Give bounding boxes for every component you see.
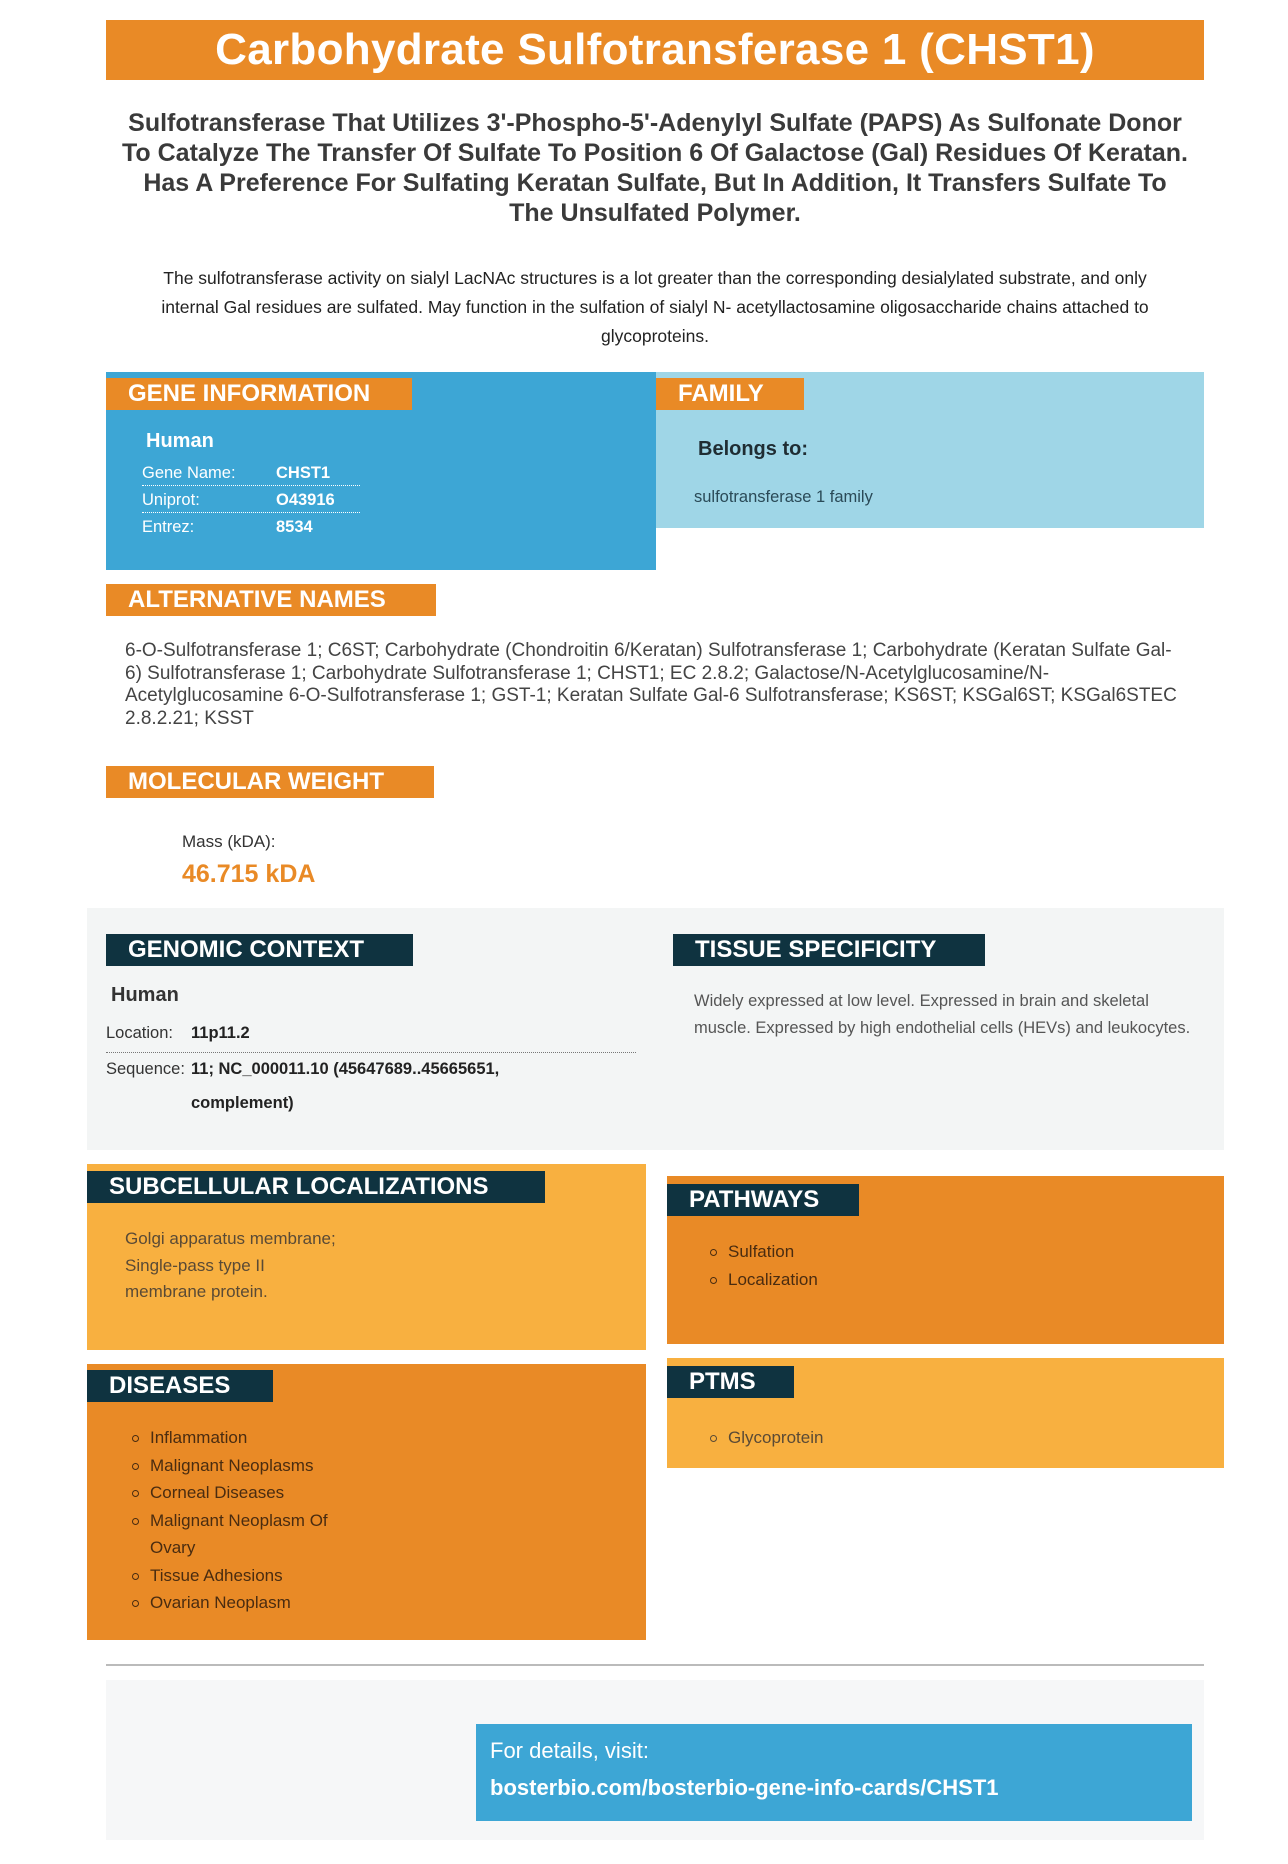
genomic-species: Human <box>111 984 179 1006</box>
list-item: Malignant Neoplasm Of Ovary <box>130 1507 350 1562</box>
footer-divider <box>106 1664 1204 1666</box>
gene-name-value: CHST1 <box>276 464 331 482</box>
uniprot-value: O43916 <box>276 491 335 509</box>
genomic-context-heading: GENOMIC CONTEXT <box>106 934 413 966</box>
list-item: Tissue Adhesions <box>130 1562 350 1590</box>
alternative-names-heading: ALTERNATIVE NAMES <box>106 584 436 616</box>
entrez-value: 8534 <box>276 518 313 536</box>
location-label: Location: <box>106 1024 173 1042</box>
tissue-specificity-text: Widely expressed at low level. Expressed in brain and skeletal muscle. Expressed by high endothelial cells (HEVs) and leukocytes. <box>694 992 1191 1037</box>
protein-description: The sulfotransferase activity on sialyl LacNAc structures is a lot greater than the corresponding desialylated substrate, and only internal Gal residues are sulfated. May function in the sulfation of sialyl N- acetyllactosamine oligosaccharide chains attached to glycoproteins. <box>161 268 1149 346</box>
details-label: For details, visit: <box>490 1738 649 1763</box>
list-item: Sulfation <box>708 1238 818 1266</box>
pathways-heading: PATHWAYS <box>667 1184 859 1216</box>
list-item: Glycoprotein <box>708 1424 823 1452</box>
gene-species: Human <box>146 430 214 452</box>
uniprot-row <box>142 487 360 513</box>
uniprot-label: Uniprot: <box>142 491 200 509</box>
subcellular-localizations-text: Golgi apparatus membrane; Single-pass type II membrane protein. <box>125 1229 336 1301</box>
list-item: Corneal Diseases <box>130 1479 350 1507</box>
sequence-value-line2: complement) <box>191 1094 294 1112</box>
details-link[interactable]: bosterbio.com/bosterbio-gene-info-cards/CHST1 <box>490 1775 999 1800</box>
diseases-heading: DISEASES <box>87 1370 273 1402</box>
mass-label: Mass (kDA): <box>182 832 276 851</box>
family-belongs-label: Belongs to: <box>698 438 808 460</box>
alternative-names-text: 6-O-Sulfotransferase 1; C6ST; Carbohydrate (Chondroitin 6/Keratan) Sulfotransferase 1; Carbohydrate (Keratan Sulfate Gal-6) Sulfotransferase 1; Carbohydrate Sulfotransferase 1; CHST1; EC 2.8.2; Galactose/N-Acetylglucosamine/N-Acetylglucosamine 6-O-Sulfotransferase 1; GST-1; Keratan Sulfate Gal-6 Sulfotransferase; KS6ST; KSGal6ST; KSGal6STEC 2.8.2.21; KSST <box>125 640 1177 729</box>
entrez-label: Entrez: <box>142 518 195 536</box>
list-item: Inflammation <box>130 1424 350 1452</box>
family-value: sulfotransferase 1 family <box>694 488 873 506</box>
pathways-list <box>708 1238 818 1293</box>
tissue-specificity-heading: TISSUE SPECIFICITY <box>673 934 985 966</box>
ptms-heading: PTMS <box>667 1366 794 1398</box>
list-item: Malignant Neoplasms <box>130 1452 350 1480</box>
ptms-list <box>708 1424 823 1452</box>
entrez-row <box>142 514 360 540</box>
page-title: Carbohydrate Sulfotransferase 1 (CHST1) <box>106 20 1204 80</box>
sequence-label: Sequence: <box>106 1060 185 1078</box>
mass-value: 46.715 kDA <box>182 860 316 888</box>
genomic-divider <box>106 1052 636 1053</box>
protein-function-summary: Sulfotransferase That Utilizes 3'-Phospho-5'-Adenylyl Sulfate (PAPS) As Sulfonate Donor To Catalyze The Transfer Of Sulfate To Position 6 Of Galactose (Gal) Residues Of Keratan. Has A Preference For Sulfating Keratan Sulfate, But In Addition, It Transfers Sulfate To The Unsulfated Polymer. <box>122 109 1188 227</box>
family-heading: FAMILY <box>656 378 804 410</box>
molecular-weight-heading: MOLECULAR WEIGHT <box>106 766 434 798</box>
subcellular-localizations-heading: SUBCELLULAR LOCALIZATIONS <box>87 1171 545 1203</box>
sequence-value-line1: 11; NC_000011.10 (45647689..45665651, <box>191 1060 500 1078</box>
location-value: 11p11.2 <box>191 1024 250 1042</box>
diseases-list <box>130 1424 350 1617</box>
list-item: Localization <box>708 1266 818 1294</box>
gene-information-heading: GENE INFORMATION <box>106 378 412 410</box>
list-item: Ovarian Neoplasm <box>130 1589 350 1617</box>
gene-name-label: Gene Name: <box>142 464 236 482</box>
gene-name-row <box>142 460 360 486</box>
